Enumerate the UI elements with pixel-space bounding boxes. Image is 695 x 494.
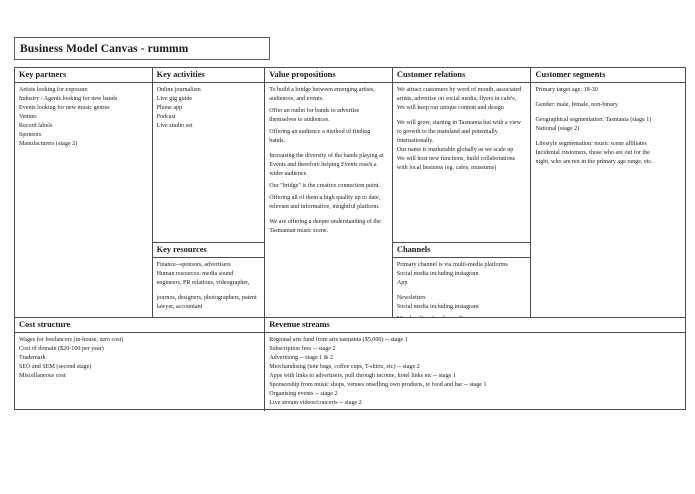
list-item: lawyer, accountant xyxy=(156,303,203,310)
text-line: internationally. xyxy=(396,137,434,144)
canvas-title-box xyxy=(14,37,270,60)
block-revenue-streams xyxy=(265,318,685,411)
list-item: Finance--sponsors, advertisers xyxy=(156,261,231,268)
key-partners-body xyxy=(15,83,152,317)
list-item: Wages for freelancers (in-house, zero cost) xyxy=(19,336,124,343)
list-item: Online journalism xyxy=(156,86,201,93)
block-value-propositions xyxy=(265,68,393,317)
column-relations-channels xyxy=(393,68,532,317)
text-line: themselves to audiences. xyxy=(269,116,330,123)
cost-structure-body xyxy=(15,333,264,411)
list-item: Sponsorship from music shops, venues onselling own products, ie food and bar -- stage 1 xyxy=(269,381,487,388)
list-item: Live stream videos/concerts -- stage 2 xyxy=(269,399,362,406)
list-item: Phone app xyxy=(156,104,183,111)
revenue-streams-body xyxy=(265,333,685,411)
list-item: Subscription fees -- stage 2 xyxy=(269,345,336,352)
text-line: Events and therefore helping Events reach a xyxy=(269,161,377,168)
page-title: Business Model Canvas - rummm xyxy=(20,42,189,55)
list-item: Record labels xyxy=(19,122,53,129)
text-line: To build a bridge between emerging artists, xyxy=(269,86,375,93)
key-resources-heading: Key resources xyxy=(153,243,265,258)
list-item: Organising events -- stage 2 xyxy=(269,390,338,397)
canvas-grid xyxy=(14,67,686,410)
text-line: Increasing the diversity of the bands playing at xyxy=(269,152,384,159)
block-key-resources xyxy=(153,242,265,317)
text-line: Lifestyle segmentation: music scene affiliates xyxy=(535,140,647,147)
key-partners-heading: Key partners xyxy=(15,68,152,83)
customer-segments-body xyxy=(531,83,685,317)
text-line: Primary target age: 18-30 xyxy=(535,86,598,93)
list-item: Industry / Agents looking for new bands xyxy=(19,95,118,102)
text-line: We will grow, starting in Tasmania but with a view xyxy=(396,119,522,126)
list-item: Live studio set xyxy=(156,122,193,129)
revenue-streams-heading: Revenue streams xyxy=(265,318,685,333)
text-line: Our name is marketable globally as we scale up xyxy=(396,146,514,153)
text-line: Primary channel is via multi-media platforms xyxy=(396,261,508,268)
block-key-partners xyxy=(15,68,153,317)
text-line: Gender: male, female, non-binary xyxy=(535,101,618,108)
text-line: We will keep our unique content and design xyxy=(396,104,504,111)
text-line: We will host new functions, build collaborations xyxy=(396,155,516,162)
canvas-bottom-row xyxy=(15,317,685,411)
list-item: Venues xyxy=(19,113,37,120)
list-item: Cost of domain ($20-100 per year) xyxy=(19,345,104,352)
text-line: Offering an audience a method of finding xyxy=(269,128,371,135)
value-propositions-body xyxy=(265,83,392,317)
customer-segments-heading: Customer segments xyxy=(531,68,685,83)
text-line: Social media including instagram xyxy=(396,303,479,310)
text-line: bands. xyxy=(269,137,286,144)
text-line: We are offering a deeper understanding of the xyxy=(269,218,381,225)
list-item: journos, designers, photographers, patent xyxy=(156,294,257,301)
list-item: Manufacturers (stage 2) xyxy=(19,140,78,147)
list-item: Merchandising (tote bags, coffee cups, T-shirts, etc) -- stage 2 xyxy=(269,363,420,370)
text-line: artists, advertise on social media, flyers in cafe's, xyxy=(396,95,517,102)
text-line: wider audience. xyxy=(269,170,308,177)
channels-heading: Channels xyxy=(393,243,531,258)
block-customer-segments xyxy=(531,68,685,317)
key-activities-heading: Key activities xyxy=(153,68,265,83)
list-item: Miscellaneous cost xyxy=(19,372,66,379)
text-line: relevant and informative, insightful platform. xyxy=(269,203,380,210)
list-item: Sponsors xyxy=(19,131,42,138)
channels-body xyxy=(393,258,531,326)
block-cost-structure xyxy=(15,318,265,411)
block-key-activities xyxy=(153,68,265,242)
list-item: SEO and SEM (second stage) xyxy=(19,363,92,370)
text-line: with local business (eg. cafes, museums) xyxy=(396,164,497,171)
key-resources-body xyxy=(153,258,265,317)
list-item: Advertising -- stage 1 & 2 xyxy=(269,354,334,361)
text-line: Offer an outlet for bands to advertise xyxy=(269,107,360,114)
list-item: Apps with links to advertisers, pull through income, hotel links etc -- stage 1 xyxy=(269,372,456,379)
text-line: Offering all of them a high quality up to date, xyxy=(269,194,381,201)
list-item: Artists looking for exposure xyxy=(19,86,88,93)
text-line: Incidental customers, those who are out for the xyxy=(535,149,650,156)
text-line: Newsletters xyxy=(396,294,426,301)
text-line: to growth to the mainland and potentially xyxy=(396,128,498,135)
text-line: We attract customers by word of mouth, associated xyxy=(396,86,522,93)
column-activities-resources xyxy=(153,68,266,317)
list-item: Trademark xyxy=(19,354,46,361)
text-line: Geographical segmentation: Tasmania (stage 1) xyxy=(535,116,652,123)
text-line: Tasmanian music scene. xyxy=(269,227,329,234)
list-item: Podcast xyxy=(156,113,176,120)
block-channels xyxy=(393,242,531,326)
list-item: Regional arts fund from arts tasmania ($5,000) -- stage 1 xyxy=(269,336,408,343)
customer-relations-body xyxy=(393,83,531,242)
text-line: Social media including instagram xyxy=(396,270,479,277)
list-item: engineers, PR relations, videographer, xyxy=(156,279,250,286)
text-line: Our "bridge" is the creative connection point. xyxy=(269,182,381,189)
cost-structure-heading: Cost structure xyxy=(15,318,264,333)
customer-relations-heading: Customer relations xyxy=(393,68,531,83)
key-activities-body xyxy=(153,83,265,242)
text-line: National (stage 2) xyxy=(535,125,580,132)
value-propositions-heading: Value propositions xyxy=(265,68,392,83)
canvas-top-row xyxy=(15,68,685,317)
block-customer-relations xyxy=(393,68,531,242)
list-item: Live gig guide xyxy=(156,95,193,102)
list-item: Human resources: media sound xyxy=(156,270,234,277)
text-line: App xyxy=(396,279,408,286)
list-item: Events looking for new music genres xyxy=(19,104,110,111)
text-line: audiences, and events. xyxy=(269,95,324,102)
text-line: night, who are not in the primary age range, etc. xyxy=(535,158,653,165)
